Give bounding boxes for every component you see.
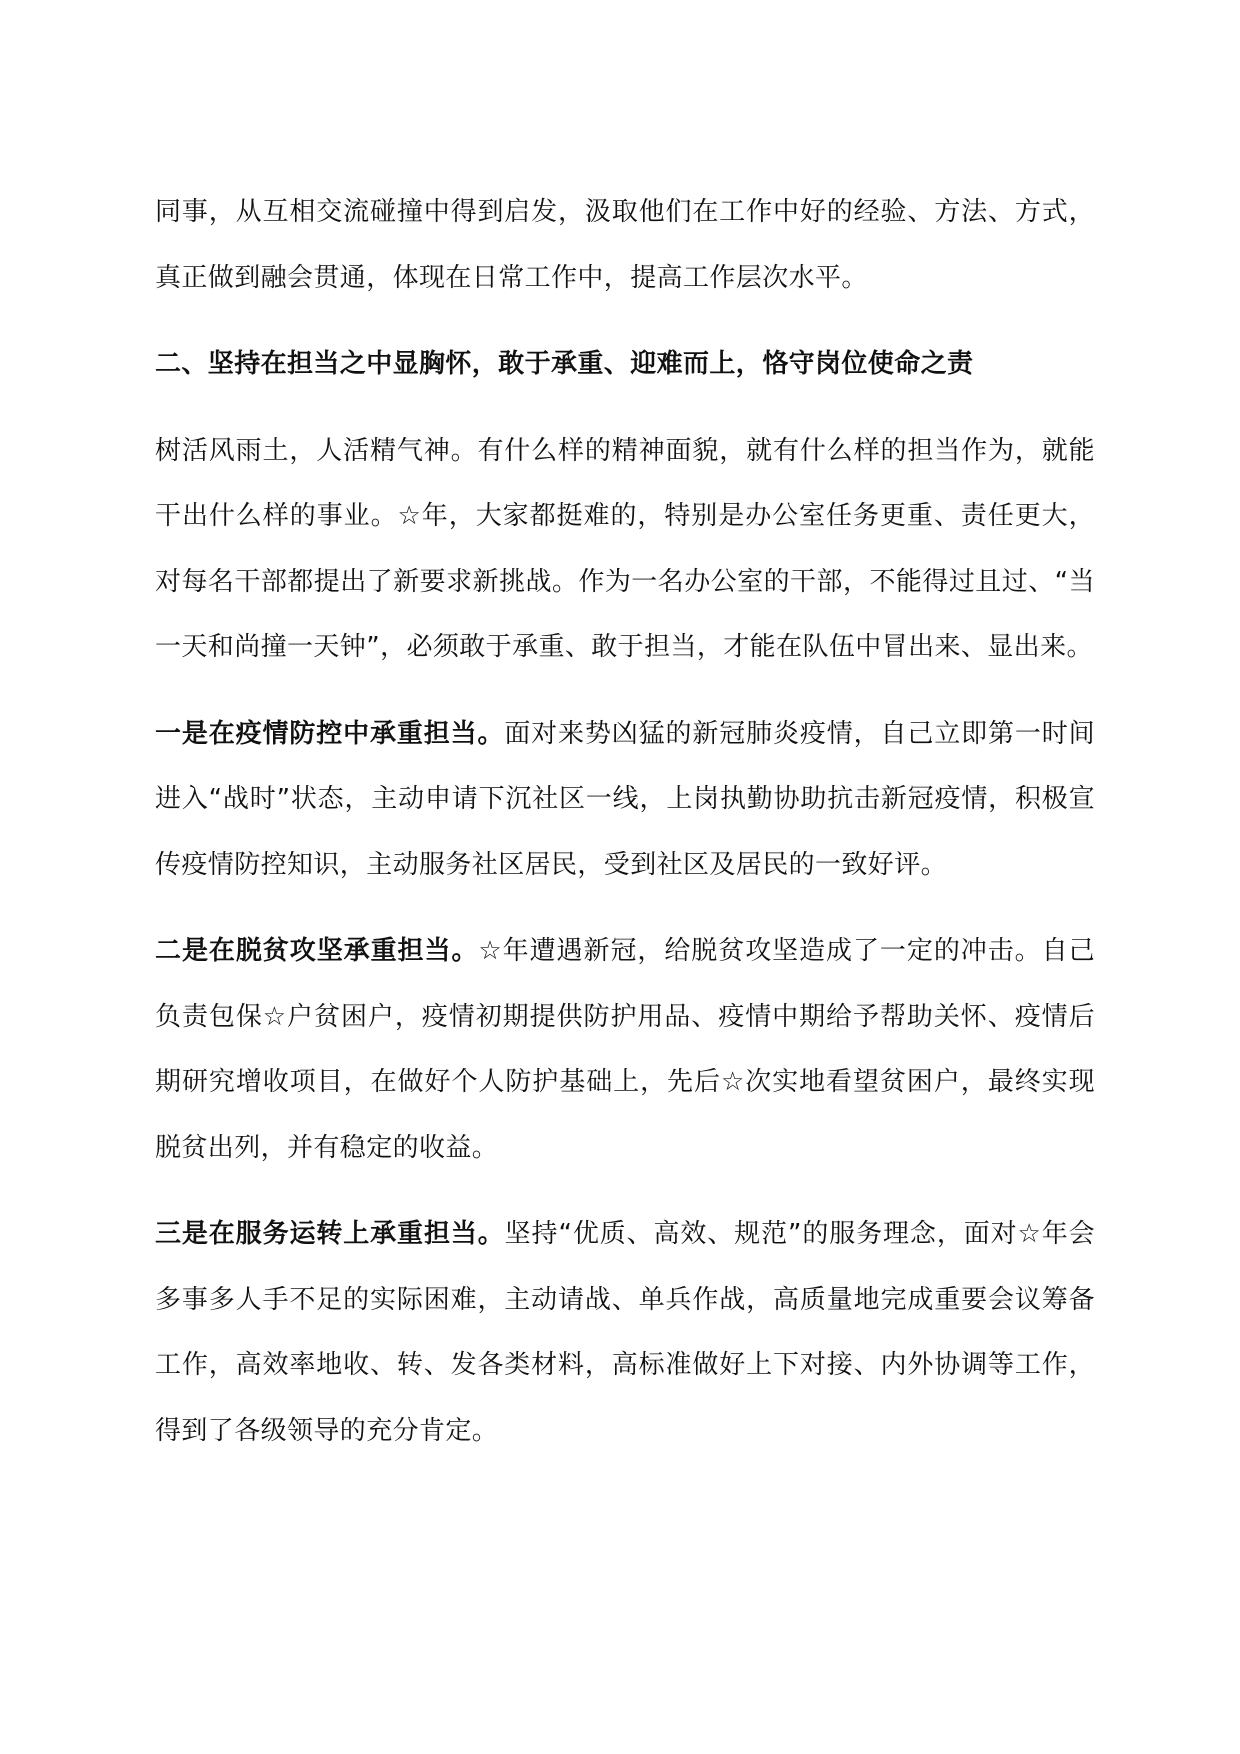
paragraph-continuation [155, 180, 1095, 311]
paragraph-poverty [155, 919, 1095, 1181]
paragraph-text: ☆年遭遇新冠，给脱贫攻坚造成了一定的冲击。自己负责包保☆户贫困户，疫情初期提供防护用品、疫情中期给予帮助关怀、疫情后期研究增收项目，在做好个人防护基础上，先后☆次实地看望贫困户，最终实现脱贫出列，并有稳定的收益。 [155, 936, 1095, 1163]
paragraph-text: 同事，从互相交流碰撞中得到启发，汲取他们在工作中好的经验、方法、方式，真正做到融会贯通，体现在日常工作中，提高工作层次水平。 [155, 197, 1095, 293]
paragraph-service [155, 1202, 1095, 1464]
paragraph-text: 树活风雨土，人活精气神。有什么样的精神面貌，就有什么样的担当作为，就能干出什么样的事业。☆年，大家都挺难的，特别是办公室任务更重、责任更大，对每名干部都提出了新要求新挑战。作为一名办公室的干部，不能得过且过、“当一天和尚撞一天钟”，必须敢于承重、敢于担当，才能在队伍中冒出来、显出来。 [155, 435, 1095, 662]
section-heading-text: 二、坚持在担当之中显胸怀，敢于承重、迎难而上，恪守岗位使命之责 [155, 349, 974, 379]
paragraph-lead: 二是在脱贫攻坚承重担当。 [155, 936, 479, 966]
paragraph-lead: 一是在疫情防控中承重担当。 [155, 718, 505, 749]
paragraph-intro [155, 419, 1095, 681]
paragraph-epidemic [155, 702, 1095, 899]
document-body [155, 180, 1095, 1464]
paragraph-text: 面对来势凶猛的新冠肺炎疫情，自己立即第一时间进入“战时”状态，主动申请下沉社区一线，上岗执勤协助抗击新冠疫情，积极宣传疫情防控知识，主动服务社区居民，受到社区及居民的一致好评。 [155, 718, 1095, 880]
paragraph-lead: 三是在服务运转上承重担当。 [155, 1219, 505, 1249]
paragraph-text: 坚持“优质、高效、规范”的服务理念，面对☆年会多事多人手不足的实际困难，主动请战、单兵作战，高质量地完成重要会议筹备工作，高效率地收、转、发各类材料，高标准做好上下对接、内外协调等工作，得到了各级领导的充分肯定。 [155, 1219, 1096, 1446]
section-heading [155, 332, 1095, 398]
